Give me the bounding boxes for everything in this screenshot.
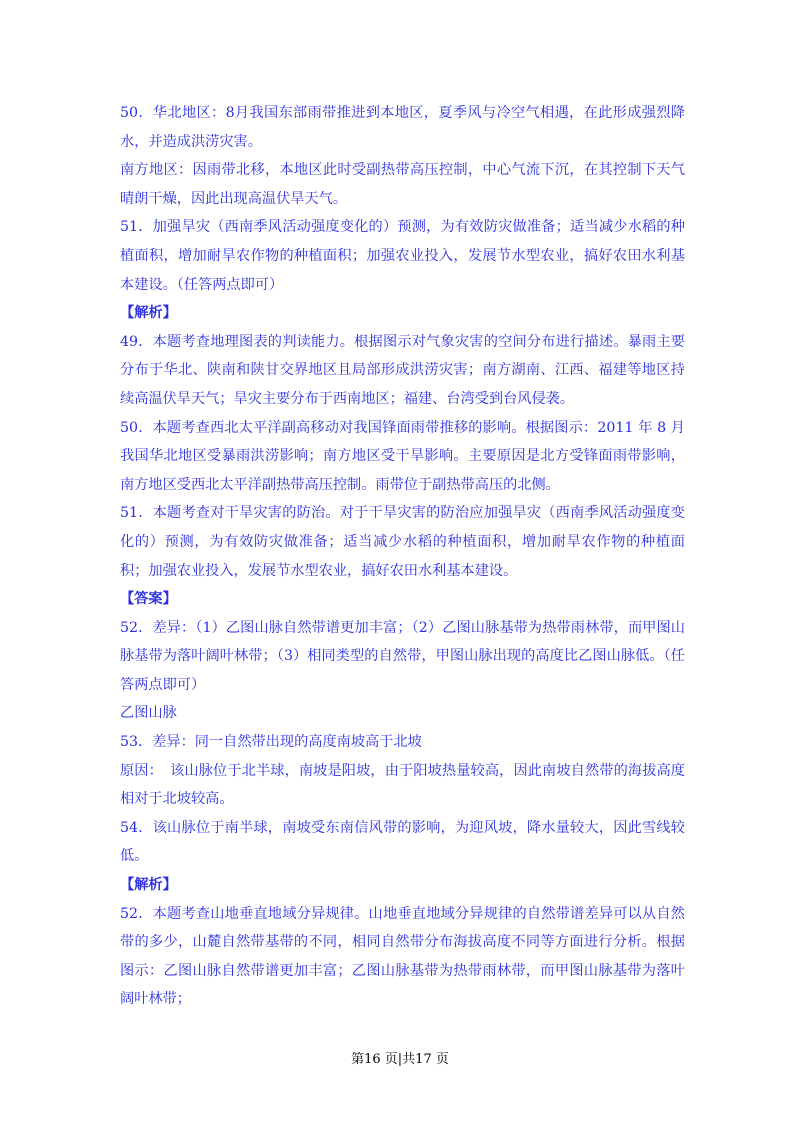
page-number-footer: 第16 页|共17 页 [351,1052,449,1067]
answer-53-difference: 53．差异：同一自然带出现的高度南坡高于北坡 [120,734,422,751]
answer-54: 54．该山脉位于南半球，南坡受东南信风带的影响，为迎风坡，降水量较大，因此雪线较低。 [120,819,685,865]
section-heading-analysis: 【解析】 [120,305,177,322]
answer-51: 51．加强旱灾（西南季风活动强度变化的）预测，为有效防灾做准备；适当减少水稻的种植面积，增加耐旱农作物的种植面积；加强农业投入，发展节水型农业，搞好农田水利基本建设。（任答两点即可） [120,219,685,293]
analysis-51: 51．本题考查对干旱灾害的防治。对于干旱灾害的防治应加强旱灾（西南季风活动强度变化的）预测，为有效防灾做准备；适当减少水稻的种植面积，增加耐旱农作物的种植面积；加强农业投入，发展节水型农业，搞好农田水利基本建设。 [120,505,685,579]
analysis-50: 50．本题考查西北太平洋副高移动对我国锋面雨带推移的影响。根据图示：2011 年 8 月我国华北地区受暴雨洪涝影响；南方地区受干旱影响。主要原因是北方受锋面雨带影响，南方地区受西北太平洋副热带高压控制。雨带位于副热带高压的北侧。 [120,419,685,493]
answer-50-south: 南方地区：因雨带北移，本地区此时受副热带高压控制，中心气流下沉，在其控制下天气晴朗干燥，因此出现高温伏旱天气。 [120,162,685,207]
answer-53-reason: 原因： 该山脉位于北半球，南坡是阳坡，由于阳坡热量较高，因此南坡自然带的海拔高度相对于北坡较高。 [120,762,685,808]
answer-50-north: 50．华北地区：8月我国东部雨带推进到本地区，夏季风与冷空气相遇，在此形成强烈降水，并造成洪涝灾害。 [120,105,685,150]
answer-52-choice: 乙图山脉 [120,705,177,722]
page-body [120,99,685,1014]
analysis-49: 49．本题考查地理图表的判读能力。根据图示对气象灾害的空间分布进行描述。暴雨主要分布于华北、陕南和陕甘交界地区且局部形成洪涝灾害；南方湖南、江西、福建等地区持续高温伏旱天气；旱灾主要分布于西南地区；福建、台湾受到台风侵袭。 [120,333,685,407]
analysis-52: 52．本题考查山地垂直地域分异规律。山地垂直地域分异规律的自然带谱差异可以从自然带的多少，山麓自然带基带的不同，相同自然带分布海拔高度不同等方面进行分析。根据图示：乙图山脉自然带谱更加丰富；乙图山脉基带为热带雨林带，而甲图山脉基带为落叶阔叶林带； [120,905,685,1008]
answer-52: 52．差异：（1）乙图山脉自然带谱更加丰富；（2）乙图山脉基带为热带雨林带，而甲图山脉基带为落叶阔叶林带；（3）相同类型的自然带，甲图山脉出现的高度比乙图山脉低。（任答两点即可） [120,619,685,693]
section-heading-answer: 【答案】 [120,591,177,608]
section-heading-analysis-2: 【解析】 [120,877,177,894]
